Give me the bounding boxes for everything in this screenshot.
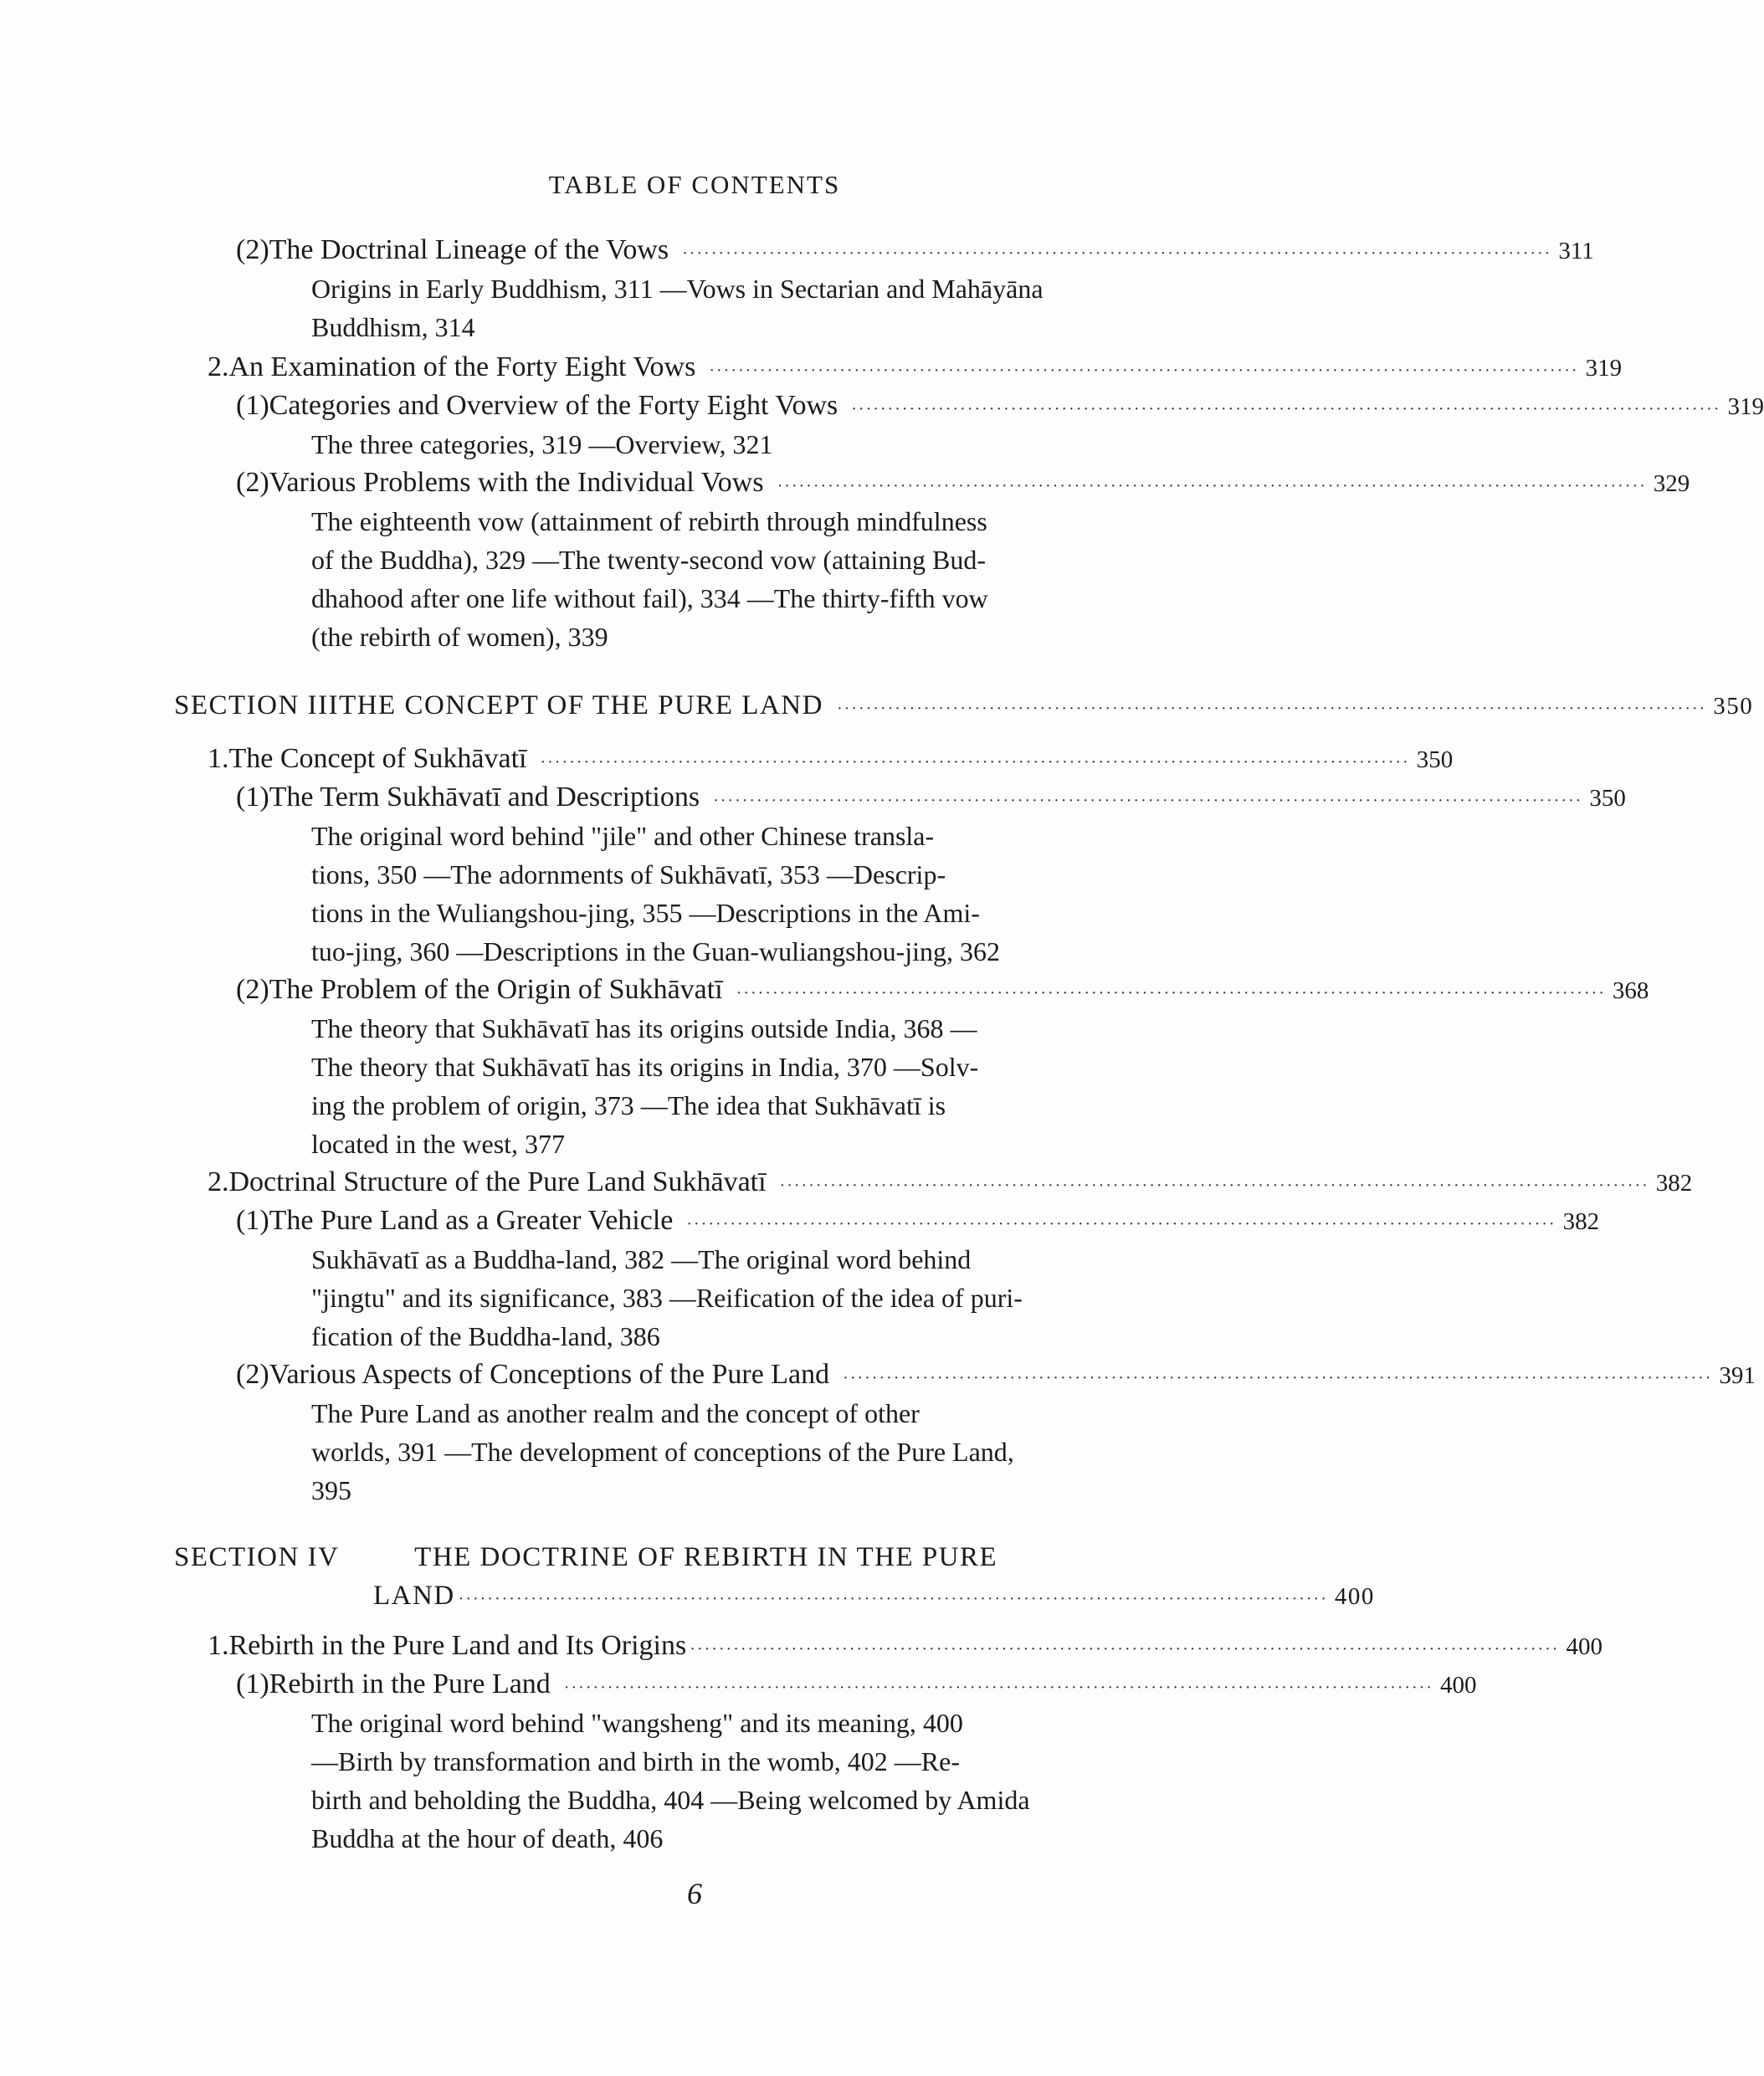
entry-page: 319 xyxy=(1727,393,1764,420)
entry-title: An Examination of the Forty Eight Vows xyxy=(228,351,696,382)
entry-title: Rebirth in the Pure Land and Its Origins xyxy=(228,1630,687,1661)
page-number: 6 xyxy=(687,1877,702,1910)
dot-leader: ························································································································ xyxy=(563,1679,1434,1697)
toc-entry[interactable] xyxy=(236,778,1626,820)
dot-leader: ························································································································ xyxy=(713,792,1583,810)
toc-section-heading[interactable] xyxy=(174,1538,1249,1576)
entry-title: Rebirth in the Pure Land xyxy=(269,1668,551,1699)
entry-detail-line: tuo-jing, 360 —Descriptions in the Guan-wuliangshou-jing, 362 xyxy=(311,936,1001,966)
entry-number: (2) xyxy=(236,467,269,498)
entry-detail-line: tions in the Wuliangshou-jing, 355 —Descriptions in the Ami- xyxy=(311,898,980,928)
entry-detail-line: —Birth by transformation and birth in the womb, 402 —Re- xyxy=(311,1746,960,1776)
section-title-line2: LAND xyxy=(373,1581,455,1611)
entry-detail-line: The Pure Land as another realm and the concept of other xyxy=(311,1398,920,1428)
entry-number: (1) xyxy=(236,782,269,812)
toc-entry[interactable] xyxy=(208,740,1454,782)
entry-number: 2. xyxy=(208,1166,229,1197)
dot-leader: ························································································································ xyxy=(851,400,1721,418)
entry-page: 400 xyxy=(1440,1672,1477,1699)
entry-detail-line: birth and beholding the Buddha, 404 —Being welcomed by Amida xyxy=(311,1785,1030,1815)
entry-number: (1) xyxy=(236,1668,269,1699)
dot-leader: ························································································································ xyxy=(777,477,1647,495)
entry-detail-line: fication of the Buddha-land, 386 xyxy=(311,1321,660,1351)
entry-detail-line: dhahood after one life without fail), 334 —The thirty-fifth vow xyxy=(311,583,988,613)
dot-leader: ························································································································ xyxy=(682,244,1552,263)
dot-leader: ························································································································ xyxy=(690,1640,1560,1658)
dot-leader: ························································································································ xyxy=(686,1215,1556,1233)
toc-entry[interactable] xyxy=(236,231,1594,273)
entry-number: (1) xyxy=(236,390,269,421)
entry-number: (2) xyxy=(236,234,269,265)
entry-title: Various Aspects of Conceptions of the Pure Land xyxy=(269,1359,830,1390)
entry-page: 350 xyxy=(1416,746,1454,773)
dot-leader: ························································································································ xyxy=(540,753,1410,771)
section-number: SECTION IV xyxy=(174,1542,340,1572)
entry-number: 1. xyxy=(208,743,229,774)
entry-number: (2) xyxy=(236,1359,269,1390)
toc-entry[interactable] xyxy=(236,464,1690,505)
entry-page: 382 xyxy=(1562,1208,1600,1235)
section-title: THE CONCEPT OF THE PURE LAND xyxy=(339,690,823,720)
entry-detail-line: Buddha at the hour of death, 406 xyxy=(311,1823,664,1853)
entry-detail-line: "jingtu" and its significance, 383 —Reification of the idea of puri- xyxy=(311,1283,1023,1313)
dot-leader: ························································································································ xyxy=(843,1369,1713,1387)
entry-page: 329 xyxy=(1653,470,1690,497)
toc-entry[interactable] xyxy=(236,1202,1600,1243)
entry-title: Doctrinal Structure of the Pure Land Sukhāvatī xyxy=(228,1166,767,1197)
section-title: THE DOCTRINE OF REBIRTH IN THE PURE xyxy=(414,1542,998,1572)
entry-number: 1. xyxy=(208,1630,229,1661)
entry-detail-line: of the Buddha), 329 —The twenty-second vow (attaining Bud- xyxy=(311,545,987,575)
entry-title: The Doctrinal Lineage of the Vows xyxy=(269,234,669,265)
dot-leader: ························································································································ xyxy=(709,361,1579,380)
entry-page: 319 xyxy=(1585,355,1623,382)
running-header: TABLE OF CONTENTS xyxy=(548,170,841,199)
entry-detail-line: tions, 350 —The adornments of Sukhāvatī, 353 —Descrip- xyxy=(311,859,946,889)
entry-detail-line: The three categories, 319 —Overview, 321 xyxy=(311,429,773,459)
entry-title: The Concept of Sukhāvatī xyxy=(228,743,527,774)
entry-page: 350 xyxy=(1589,785,1626,812)
entry-page: 368 xyxy=(1612,977,1649,1004)
entry-detail-line: The theory that Sukhāvatī has its origins outside India, 368 — xyxy=(311,1013,977,1043)
entry-title: Categories and Overview of the Forty Eight Vows xyxy=(269,390,838,421)
entry-detail-line: The original word behind "wangsheng" and its meaning, 400 xyxy=(311,1708,963,1738)
entry-page: 400 xyxy=(1566,1633,1602,1660)
entry-detail-line: The eighteenth vow (attainment of rebirth through mindfulness xyxy=(311,506,987,536)
toc-section-heading-continued[interactable] xyxy=(373,1576,1375,1618)
entry-title: The Pure Land as a Greater Vehicle xyxy=(269,1205,674,1236)
entry-title: Various Problems with the Individual Vows xyxy=(269,467,764,498)
entry-page: 350 xyxy=(1713,693,1754,720)
entry-detail-line: Sukhāvatī as a Buddha-land, 382 —The original word behind xyxy=(311,1244,972,1274)
toc-entry[interactable] xyxy=(208,1627,1602,1668)
toc-entry[interactable] xyxy=(236,971,1649,1012)
entry-page: 311 xyxy=(1558,238,1594,264)
dot-leader: ························································································································ xyxy=(736,984,1606,1002)
entry-detail-line: ing the problem of origin, 373 —The idea that Sukhāvatī is xyxy=(311,1090,946,1120)
toc-entry[interactable] xyxy=(236,387,1764,428)
entry-detail-line: Origins in Early Buddhism, 311 —Vows in Sectarian and Mahāyāna xyxy=(311,274,1044,304)
entry-detail-line: worlds, 391 —The development of conceptions of the Pure Land, xyxy=(311,1437,1014,1467)
toc-entry[interactable] xyxy=(208,348,1623,390)
entry-detail-line: The original word behind "jile" and other Chinese transla- xyxy=(311,821,935,851)
dot-leader: ························································································································ xyxy=(836,700,1707,718)
toc-entry[interactable] xyxy=(236,1356,1756,1397)
entry-title: The Problem of the Origin of Sukhāvatī xyxy=(269,974,723,1005)
toc-entry[interactable] xyxy=(208,1163,1693,1205)
toc-entry[interactable] xyxy=(236,1665,1477,1707)
entry-page: 391 xyxy=(1719,1362,1756,1389)
dot-leader: ························································································································ xyxy=(779,1176,1649,1195)
entry-number: 2. xyxy=(208,351,229,382)
entry-number: (2) xyxy=(236,974,269,1005)
entry-detail-line: (the rebirth of women), 339 xyxy=(311,622,608,652)
entry-detail-line: The theory that Sukhāvatī has its origins in India, 370 —Solv- xyxy=(311,1052,979,1082)
dot-leader: ························································································································ xyxy=(458,1590,1328,1608)
entry-page: 382 xyxy=(1655,1170,1693,1197)
entry-number: (1) xyxy=(236,1205,269,1236)
entry-detail-line: Buddhism, 314 xyxy=(311,312,475,342)
toc-section-heading[interactable] xyxy=(174,686,1754,728)
entry-detail-line: located in the west, 377 xyxy=(311,1129,566,1159)
entry-detail-line: 395 xyxy=(311,1475,351,1505)
entry-title: The Term Sukhāvatī and Descriptions xyxy=(269,782,700,812)
entry-page: 400 xyxy=(1334,1583,1375,1610)
section-number: SECTION III xyxy=(174,690,340,720)
